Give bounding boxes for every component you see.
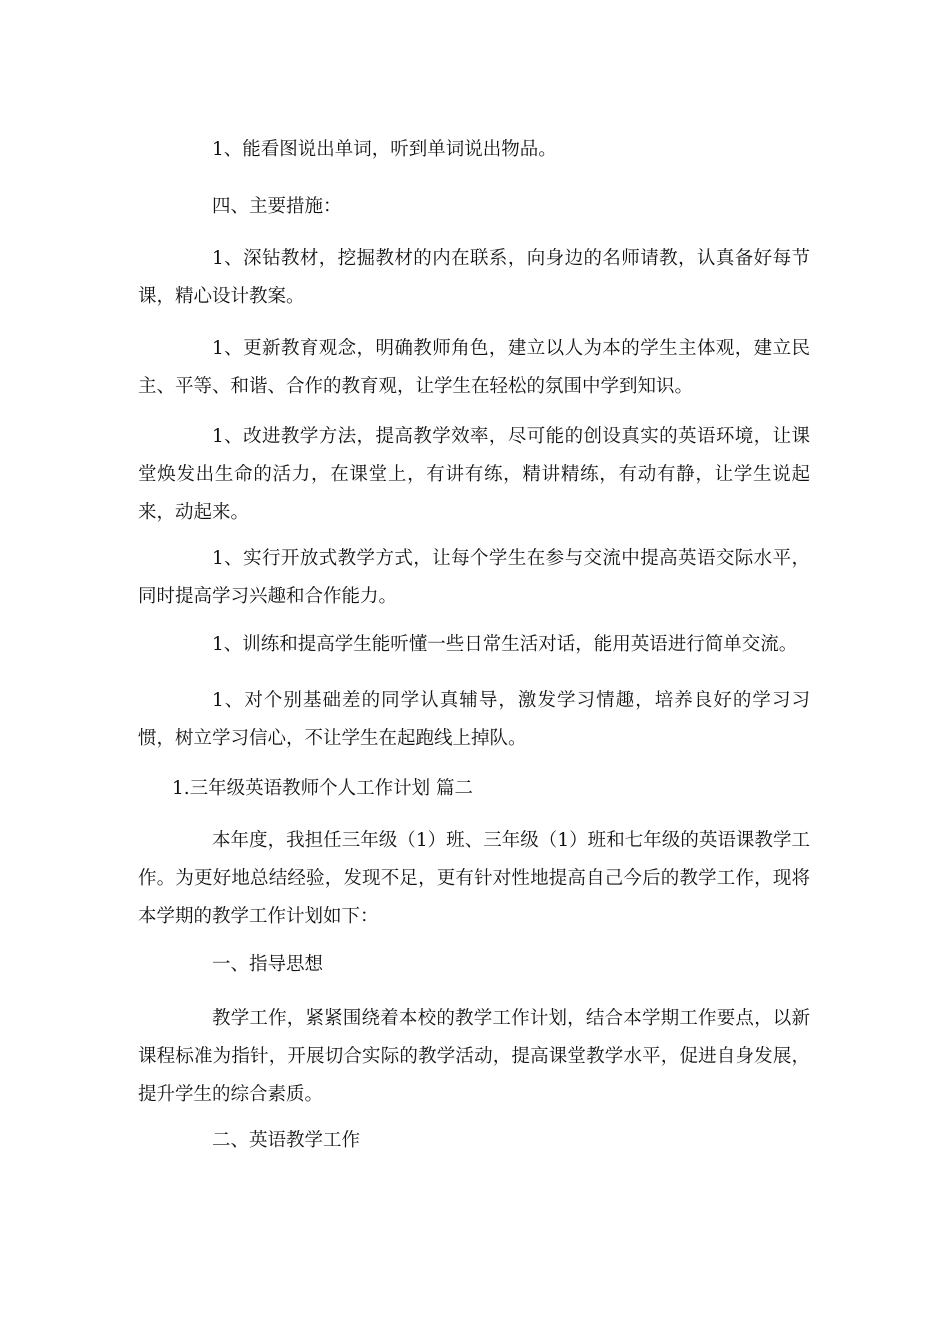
paragraph-6: 1、实行开放式教学方式，让每个学生在参与交流中提高英语交际水平，同时提高学习兴趣和合作能力。 [138,548,810,607]
paragraph-8: 1、对个别基础差的同学认真辅导，激发学习情趣，培养良好的学习习惯，树立学习信心，不让学生在起跑线上掉队。 [138,690,810,749]
paragraph-5: 1、改进教学方法，提高教学效率，尽可能的创设真实的英语环境，让课堂焕发出生命的活力，在课堂上，有讲有练，精讲精练，有动有静，让学生说起来，动起来。 [138,426,810,523]
section-heading-guiding-thought: 一、指导思想 [212,954,324,975]
paragraph-10: 本年度，我担任三年级（1）班、三年级（1）班和七年级的英语课教学工作。为更好地总结经验，发现不足，更有针对性地提高自己今后的教学工作，现将本学期的教学工作计划如下： [138,830,810,927]
paragraph-4: 1、更新教育观念，明确教师角色，建立以人为本的学生主体观，建立民主、平等、和谐、合作的教育观，让学生在轻松的氛围中学到知识。 [138,338,810,397]
paragraph-3: 1、深钻教材，挖掘教材的内在联系，向身边的名师请教，认真备好每节课，精心设计教案。 [138,248,810,307]
section-heading-english-teaching: 二、英语教学工作 [212,1130,361,1151]
section-heading-measures: 四、主要措施： [212,196,342,217]
paragraph-1: 1、能看图说出单词，听到单词说出物品。 [212,139,557,160]
article-title-part-two: 1.三年级英语教师个人工作计划 篇二 [172,778,474,799]
paragraph-12: 教学工作，紧紧围绕着本校的教学工作计划，结合本学期工作要点，以新课程标准为指针，开展切合实际的教学活动，提高课堂教学水平，促进自身发展，提升学生的综合素质。 [138,1008,810,1105]
paragraph-7: 1、训练和提高学生能听懂一些日常生活对话，能用英语进行简单交流。 [212,634,798,655]
